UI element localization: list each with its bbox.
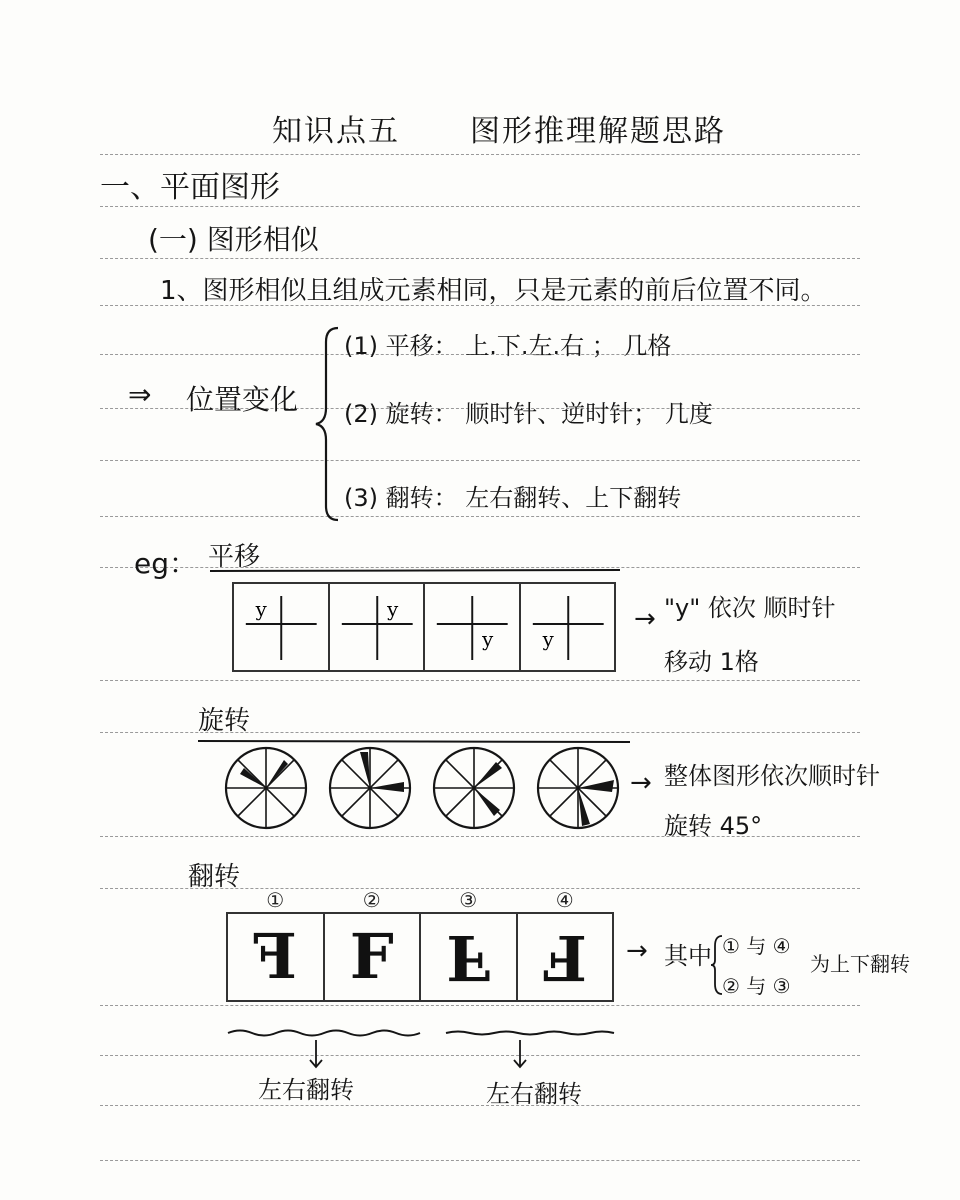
eg-label: eg： [134,547,198,580]
rotate-note-line2: 旋转 45° [664,812,763,840]
translate-glyph: y [482,627,494,652]
flip-cell-4 [518,888,613,1000]
translate-cell-4 [521,584,615,670]
translate-underline [210,568,620,574]
ruled-line [100,1055,860,1056]
translate-panel [232,582,616,672]
section-heading: 一、平面图形 [100,170,280,205]
brace-icon [312,326,342,522]
flip-left-wavy-underline [228,1026,420,1040]
ruled-line [100,516,860,517]
flip-note-suffix: 为上下翻转 [810,952,910,976]
branch-flip: (3) 翻转： 左右翻转、上下翻转 [344,484,682,512]
ruled-line [100,206,860,207]
flip-arrow: → [626,936,648,966]
flip-under-right: 左右翻转 [486,1080,582,1108]
ruled-line [100,680,860,681]
ruled-line [100,1005,860,1006]
flip-right-down-arrow-icon [510,1040,530,1070]
ruled-line [100,154,860,155]
flip-letter-3: F [446,921,491,994]
flip-right-wavy-underline [446,1026,614,1040]
rotate-label: 旋转 [198,706,251,736]
subsection-heading: (一) 图形相似 [148,223,319,256]
flip-number-4: ④ [555,888,574,912]
branch-rotate: (2) 旋转： 顺时针、逆时针； 几度 [344,400,713,428]
translate-glyph: y [542,627,554,652]
flip-number-2: ② [362,888,381,912]
rotate-arrow: → [630,768,652,798]
item-1-text: 1、图形相似且组成元素相同，只是元素的前后位置不同。 [160,276,827,306]
ruled-line [100,258,860,259]
flip-number-1: ① [266,888,285,912]
flip-number-3: ③ [459,888,478,912]
translate-note-line1: "y" 依次 顺时针 [664,594,836,622]
branch-translate: (1) 平移： 上.下.左.右 ； 几格 [344,332,672,360]
implies-arrow: ⇒ [128,378,152,411]
flip-cell-1 [228,888,325,1000]
translate-cell-1 [234,584,330,670]
flip-panel [226,888,614,1002]
flip-letter-2: F [349,920,394,993]
translate-arrow: → [634,604,656,634]
flip-label: 翻转 [188,862,241,892]
translate-glyph: y [386,597,398,622]
translate-cell-2 [330,584,426,670]
position-change-label: 位置变化 [186,383,299,416]
flip-under-left: 左右翻转 [258,1076,354,1104]
rotate-circle-1 [226,748,306,828]
translate-note-line2: 移动 1格 [664,648,759,676]
page-title-left: 知识点五 [272,114,400,149]
rotate-circle-3 [434,748,514,828]
flip-note-pair1: ① 与 ④ [722,934,791,958]
flip-note-prefix: 其中 [664,942,712,970]
rotate-circles [220,744,630,834]
rotate-circle-4 [538,748,618,828]
ruled-line [100,460,860,461]
page-title-right: 图形推理解题思路 [470,114,726,149]
flip-letter-1: F [253,920,298,993]
flip-note-pair2: ② 与 ③ [722,974,791,998]
translate-cell-3 [425,584,521,670]
flip-cell-2 [325,888,422,1000]
flip-left-down-arrow-icon [306,1040,326,1070]
flip-letter-4: F [542,921,587,994]
rotate-circle-2 [330,748,410,828]
ruled-line [100,1105,860,1106]
rotate-note-line1: 整体图形依次顺时针 [664,762,880,790]
ruled-line [100,1160,860,1161]
translate-glyph: y [255,597,267,622]
translate-label: 平移 [208,542,261,572]
flip-cell-3 [421,888,518,1000]
